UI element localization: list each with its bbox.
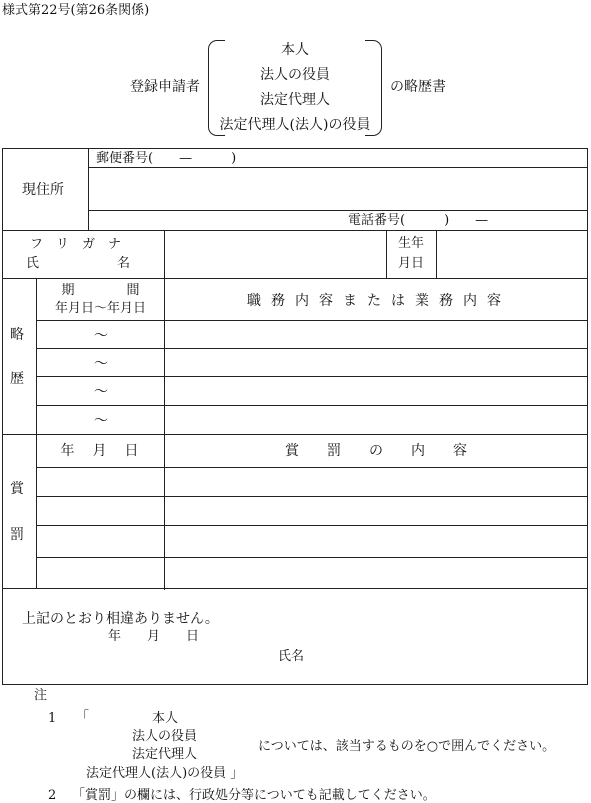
birthdate-label-2: 月日 (398, 256, 425, 271)
birthdate-field[interactable] (438, 232, 586, 276)
note-1-open-bracket: 「 (76, 710, 90, 725)
header-option-3: 法定代理人 (260, 92, 330, 108)
furigana-label: フ リ ガ ナ (30, 237, 122, 252)
notes-title: 注 (34, 688, 48, 703)
header-option-4: 法定代理人(法人)の役員 (219, 117, 371, 133)
header-prefix: 登録申請者 (130, 79, 200, 95)
address-field[interactable] (90, 169, 586, 209)
career-content-header: 職務内容または業務内容 (247, 293, 511, 309)
career-row-2-tilde: ～ (94, 356, 108, 372)
career-row-4-tilde: ～ (94, 413, 108, 429)
address-label: 現住所 (22, 182, 64, 198)
career-row-2-field[interactable] (166, 350, 586, 375)
header-suffix: の略歴書 (390, 79, 446, 95)
career-row-1-field[interactable] (166, 322, 586, 347)
career-row-4-field[interactable] (166, 407, 586, 433)
name-label: 氏 名 (26, 256, 131, 271)
declaration-text: 上記のとおり相違ありません。 (22, 611, 219, 627)
note-1-option-4: 法定代理人(法人)の役員 」 (86, 766, 244, 781)
career-row-1-tilde: ～ (94, 328, 108, 344)
career-side-1: 略 (10, 327, 24, 343)
awards-row-2-field[interactable] (166, 498, 586, 524)
note-2-number: 2 (48, 788, 57, 803)
awards-row-1-field[interactable] (166, 469, 586, 495)
career-row-3-field[interactable] (166, 378, 586, 404)
note-1-option-2: 法人の役員 (132, 729, 198, 744)
note-2-text: 「賞罰」の欄には、行政処分等についても記載してください。 (72, 788, 436, 803)
note-1-option-1: 本人 (152, 711, 179, 726)
name-field[interactable] (166, 232, 384, 276)
period-header-2: 年月日～年月日 (54, 301, 146, 316)
note-1-option-3: 法定代理人 (132, 747, 198, 762)
note-1-text: については、該当するものを○で囲んでください。 (258, 739, 556, 754)
birthdate-label-1: 生年 (398, 236, 425, 251)
header-option-1: 本人 (281, 42, 309, 58)
awards-content-header: 賞 罰 の 内 容 (285, 443, 467, 459)
awards-side-1: 賞 (10, 481, 24, 497)
career-side-2: 歴 (10, 371, 24, 387)
awards-side-2: 罰 (10, 527, 24, 543)
form-number: 様式第22号(第26条関係) (2, 3, 150, 18)
note-1-number: 1 (48, 711, 57, 726)
period-header-1: 期 間 (61, 283, 140, 298)
header-option-2: 法人の役員 (260, 67, 330, 83)
awards-row-3-field[interactable] (166, 527, 586, 556)
awards-date-header: 年 月 日 (60, 443, 141, 459)
declaration-date: 年 月 日 (108, 629, 200, 644)
career-row-3-tilde: ～ (94, 384, 108, 400)
phone-field[interactable]: 電話番号( ) — (348, 213, 489, 228)
postal-code-field[interactable]: 郵便番号( — ) (96, 151, 237, 166)
awards-row-4-field[interactable] (166, 559, 586, 587)
signature-label: 氏名 (278, 649, 305, 664)
